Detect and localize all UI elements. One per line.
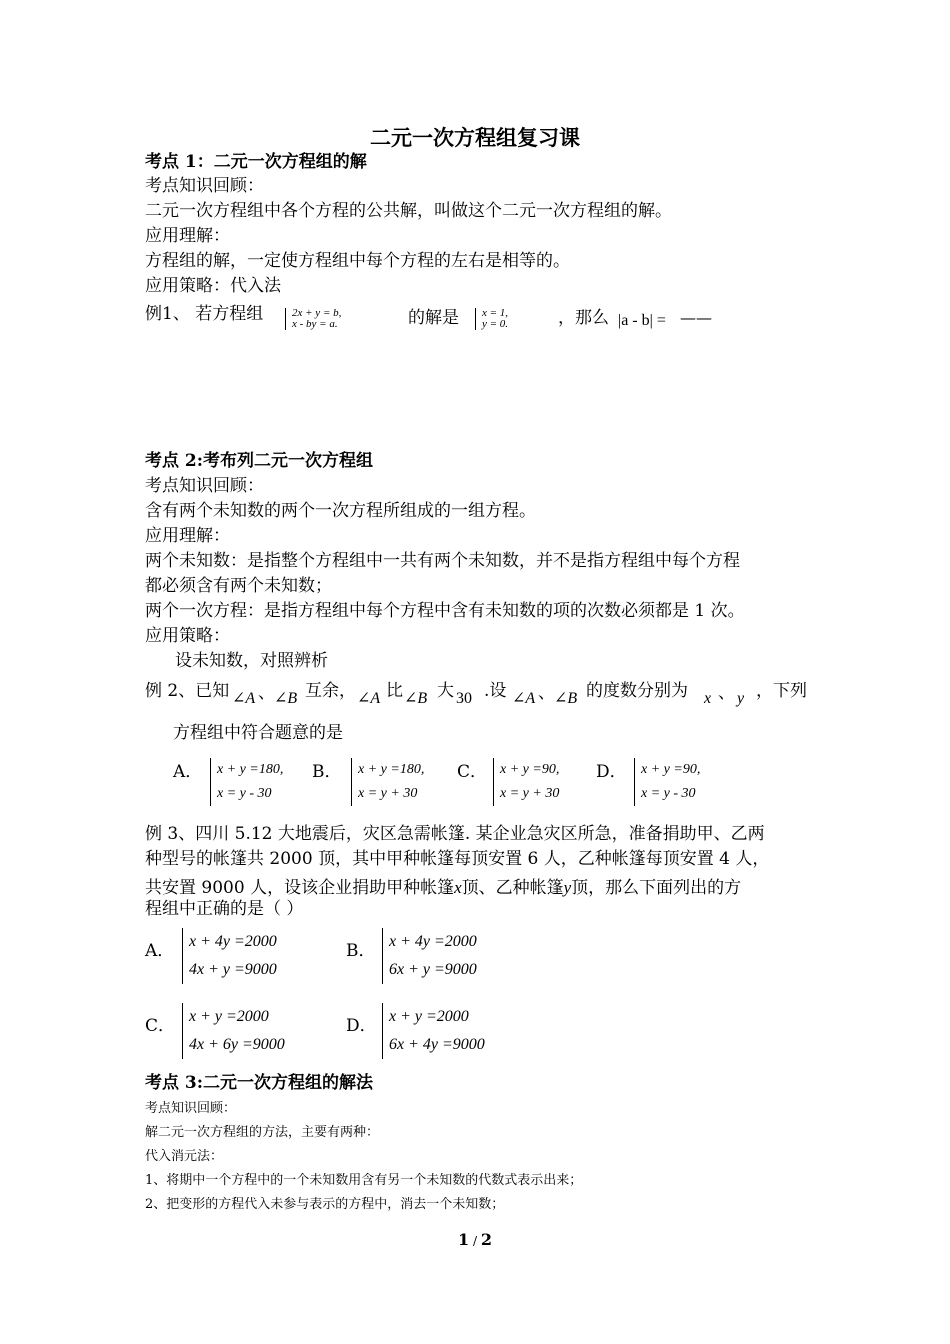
example3-option-b-label[interactable]: B． [346,941,376,961]
example3-var-x: x [454,878,462,897]
s3-intro: 解二元一次方程组的方法，主要有两种： [145,1125,380,1140]
example3-option-a-label[interactable]: A． [145,941,175,961]
example1-solution: x = 1, y = 0. [475,308,508,330]
example3-line3: 共安置 9000 人，设该企业捐助甲种帐篷x顶、乙种帐篷y顶，那么下面列出的方 [145,878,742,898]
example2-da: 大 [437,681,454,701]
section2-heading: 考点 2:考布列二元一次方程组 [145,451,374,471]
s3-review-label: 考点知识回顾： [145,1101,237,1116]
example2-option-b-label[interactable]: B． [312,762,342,782]
example2-angle-a-2: ∠A [357,690,381,707]
s3-step1: 1、将期中一个方程中的一个未知数用含有另一个未知数的代数式表示出来； [145,1173,583,1188]
example3-option-d-system[interactable]: x + y =2000 6x + 4y =9000 [382,1003,485,1059]
example2-sep-3: 、 [718,683,735,703]
s2-strategy-text: 设未知数，对照辨析 [175,651,328,671]
s1-understand-label: 应用理解： [145,226,230,246]
example2-option-c-label[interactable]: C． [457,762,488,782]
example2-angle-a-3: ∠A [512,690,536,707]
example2-var-x: x [704,690,712,707]
example2-option-a-label[interactable]: A． [173,762,203,782]
s3-step2: 2、把变形的方程代入未参与表示的方程中，消去一个未知数； [145,1197,505,1212]
example2-angle-b-3: ∠B [554,690,578,707]
example2-xialie: ，下列 [756,681,807,701]
s2-para2: 两个一次方程：是指方程组中每个方程中含有未知数的项的次数必须都是 1 次。 [145,601,745,621]
example3-option-b-system[interactable]: x + 4y =2000 6x + y =9000 [382,928,477,984]
example1-mid: 的解是 [408,308,459,328]
s2-para1-line1: 两个未知数：是指整个方程组中一共有两个未知数，并不是指方程组中每个方程 [145,551,740,571]
s1-review-text: 二元一次方程组中各个方程的公共解，叫做这个二元一次方程组的解。 [145,201,672,221]
example2-option-b-system[interactable]: x + y =180, x = y + 30 [351,758,424,806]
example1-then: ，那么 [558,308,609,328]
s2-review-text: 含有两个未知数的两个一次方程所组成的一组方程。 [145,501,536,521]
example1-expression: |a - b| = [618,312,666,329]
example2-angle-b-2: ∠B [404,690,428,707]
example2-sep: 、 [258,683,275,703]
example2-option-a-system[interactable]: x + y =180, x = y - 30 [210,758,283,806]
section3-heading: 考点 3:二元一次方程组的解法 [145,1073,374,1093]
s1-understand-text: 方程组的解，一定使方程组中每个方程的左右是相等的。 [145,251,570,271]
example2-num30: 30 [456,690,472,707]
example2-option-d-label[interactable]: D． [596,762,627,782]
example2-option-d-system[interactable]: x + y =90, x = y - 30 [634,758,700,806]
s2-review-label: 考点知识回顾： [145,476,264,496]
example3-option-c-label[interactable]: C． [145,1016,176,1036]
s1-strategy: 应用策略：代入法 [145,276,281,296]
s2-understand-label: 应用理解： [145,526,230,546]
s1-review-label: 考点知识回顾： [145,176,264,196]
example3-line2: 种型号的帐篷共 2000 顶，其中甲种帐篷每顶安置 6 人，乙种帐篷每顶安置 4 人， [145,849,770,869]
example2-dushu: 的度数分别为 [586,681,688,701]
example3-option-c-system[interactable]: x + y =2000 4x + 6y =9000 [182,1003,285,1059]
document-title: 二元一次方程组复习课 [370,125,580,150]
example2-bi: 比 [386,681,403,701]
s2-para1-line2: 都必须含有两个未知数； [145,576,332,596]
example2-line2: 方程组中符合题意的是 [173,723,343,743]
example3-line1: 例 3、四川 5.12 大地震后，灾区急需帐篷. 某企业急灾区所急，准备捐助甲、乙两 [145,824,765,844]
example2-she: .设 [484,681,507,701]
s3-method: 代入消元法： [145,1149,224,1164]
example1-system: 2x + y = b, x - by = a. [285,308,341,330]
example2-prefix: 例 2、已知 [145,681,230,701]
example1-answer-blank[interactable]: —— [680,308,712,327]
example3-line4: 程组中正确的是（ ） [145,899,304,919]
example2-sep-2: 、 [538,683,555,703]
example2-huyu: 互余， [305,681,356,701]
section1-heading: 考点 1：二元一次方程组的解 [145,152,367,172]
s2-strategy-label: 应用策略： [145,626,230,646]
example2-angle-a: ∠A [232,690,256,707]
page-number: 1 / 2 [458,1230,492,1249]
example3-option-a-system[interactable]: x + 4y =2000 4x + y =9000 [182,928,277,984]
example1-prefix: 例1、 若方程组 [145,304,264,324]
example3-var-y: y [563,878,572,897]
example3-option-d-label[interactable]: D． [346,1016,377,1036]
example2-var-y: y [737,690,745,707]
example2-option-c-system[interactable]: x + y =90, x = y + 30 [493,758,559,806]
example2-angle-b: ∠B [274,690,298,707]
